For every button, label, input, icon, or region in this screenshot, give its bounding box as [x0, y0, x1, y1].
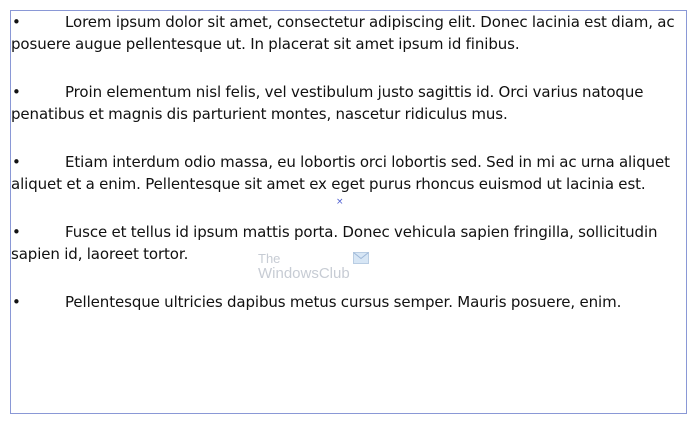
watermark-line2: WindowsClub — [258, 265, 350, 282]
paragraph-text: Proin elementum nisl felis, vel vestibulum justo sagittis id. Orci varius natoque penatibus et magnis dis parturient montes, nascetur ridiculus mus. — [11, 83, 644, 123]
paragraph-text: Pellentesque ultricies dapibus metus cursus semper. Mauris posuere, enim. — [65, 293, 622, 311]
text-frame[interactable] — [10, 10, 687, 414]
bullet: • — [12, 83, 21, 101]
bullet: • — [12, 153, 21, 171]
paragraph-text: Fusce et tellus id ipsum mattis porta. Donec vehicula sapien fringilla, sollicitudin sapien id, laoreet tortor. — [11, 223, 658, 263]
frame-center-marker-icon: × — [336, 197, 344, 207]
list-item[interactable] — [11, 151, 682, 195]
bullet: • — [12, 13, 21, 31]
paragraph-text: Lorem ipsum dolor sit amet, consectetur adipiscing elit. Donec lacinia est diam, ac posuere augue pellentesque ut. In placerat sit amet ipsum id finibus. — [11, 13, 675, 53]
list-item[interactable] — [11, 11, 682, 55]
list-item[interactable] — [11, 291, 682, 313]
paragraph-text: Etiam interdum odio massa, eu lobortis orci lobortis sed. Sed in mi ac urna aliquet aliquet et a enim. Pellentesque sit amet ex eget purus rhoncus euismod ut lacinia est. — [11, 153, 670, 193]
bullet: • — [12, 293, 21, 311]
bullet: • — [12, 223, 21, 241]
watermark-line1: The — [258, 251, 281, 266]
watermark — [258, 252, 350, 282]
list-item[interactable] — [11, 81, 682, 125]
bulleted-list[interactable] — [11, 11, 682, 339]
watermark-logo-icon — [353, 252, 369, 264]
